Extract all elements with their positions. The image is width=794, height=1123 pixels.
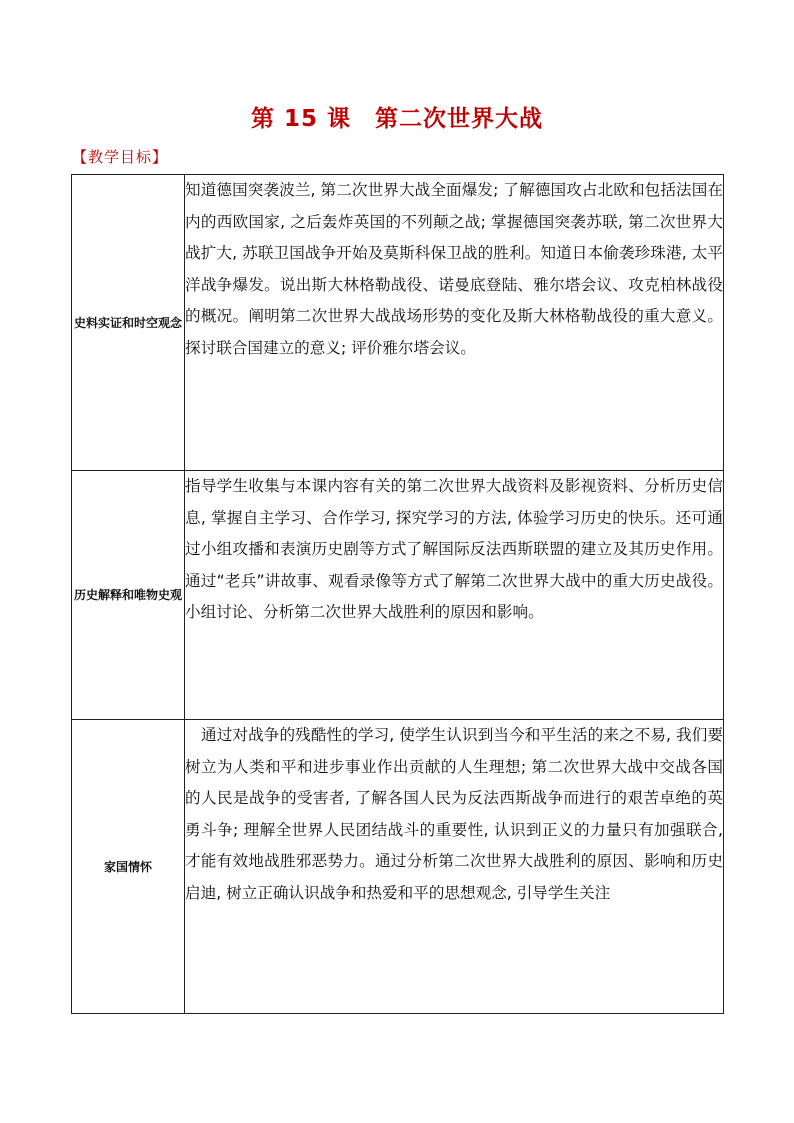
table-row [72, 720, 724, 1014]
table-row [72, 471, 724, 720]
goal-category: 历史解释和唯物史观 [72, 471, 185, 720]
goal-description: 知道德国突袭波兰, 第二次世界大战全面爆发; 了解德国攻占北欧和包括法国在内的西欧国家, 之后轰炸英国的不列颠之战; 掌握德国突袭苏联, 第二次世界大战扩大, 苏联卫国战争开始及莫斯科保卫战的胜利。知道日本偷袭珍珠港, 太平洋战争爆发。说出斯大林格勒战役、诺曼底登陆、雅尔塔会议、攻克柏林战役的概况。阐明第二次世界大战战场形势的变化及斯大林格勒战役的重大意义。探讨联合国建立的意义; 评价雅尔塔会议。 [185, 175, 724, 471]
goal-category: 史料实证和时空观念 [72, 175, 185, 471]
goal-description: 通过对战争的残酷性的学习, 使学生认识到当今和平生活的来之不易, 我们要树立为人类和平和进步事业作出贡献的人生理想; 第二次世界大战中交战各国的人民是战争的受害者, 了解各国人民为反法西斯战争而进行的艰苦卓绝的英勇斗争; 理解全世界人民团结战斗的重要性, 认识到正义的力量只有加强联合, 才能有效地战胜邪恶势力。通过分析第二次世界大战胜利的原因、影响和历史启迪, 树立正确认识战争和热爱和平的思想观念, 引导学生关注 [185, 720, 724, 1014]
table-row [72, 175, 724, 471]
page-title: 第 15 课 第二次世界大战 [250, 106, 544, 132]
section-label-teaching-goals: 【教学目标】 [72, 148, 169, 166]
goal-category: 家国情怀 [72, 720, 185, 1014]
goal-description: 指导学生收集与本课内容有关的第二次世界大战资料及影视资料、分析历史信息, 掌握自主学习、合作学习, 探究学习的方法, 体验学习历史的快乐。还可通过小组攻播和表演历史剧等方式了解国际反法西斯联盟的建立及其历史作用。通过“老兵”讲故事、观看录像等方式了解第二次世界大战中的重大历史战役。小组讨论、分析第二次世界大战胜利的原因和影响。 [185, 471, 724, 720]
teaching-goals-table [71, 174, 724, 1014]
